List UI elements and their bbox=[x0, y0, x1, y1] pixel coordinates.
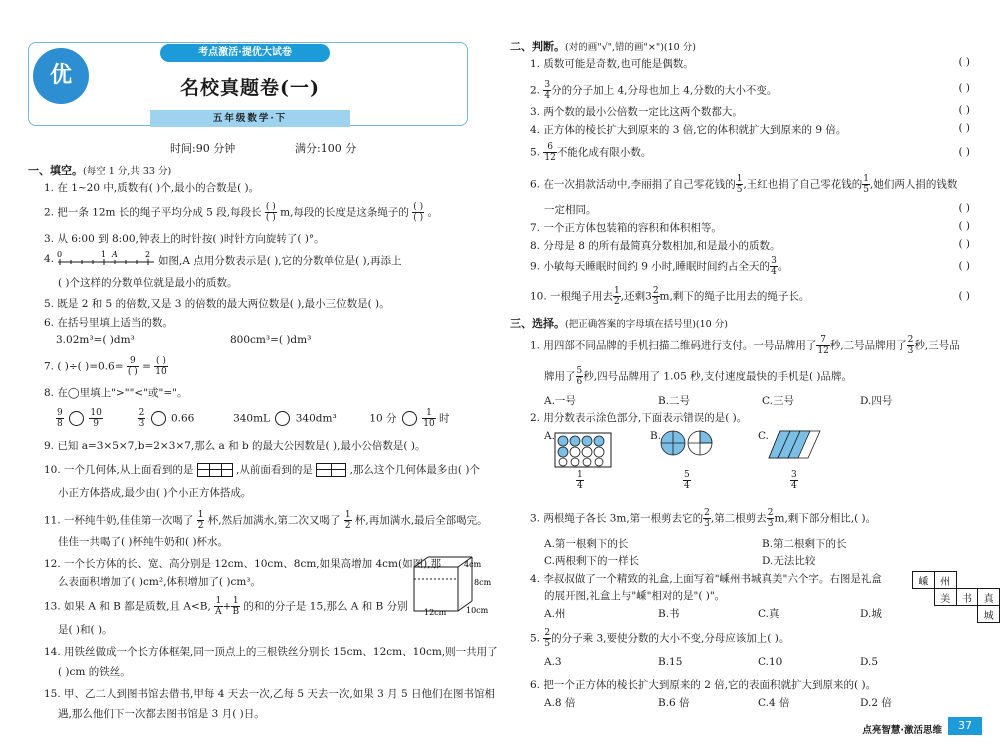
judge-1-answer[interactable]: ( ) bbox=[958, 56, 970, 68]
page-title: 名校真题卷(一) bbox=[180, 77, 320, 99]
q1-4-b: 如图,A 点用分数表示是( ),它的分数单位是( ),再添上 bbox=[158, 255, 402, 267]
q1-7-frac2: $\frac{( )}{10}$ bbox=[155, 356, 167, 377]
q1-14-b: ( )cm 的铁丝。 bbox=[58, 666, 131, 678]
choice-1-opt-b[interactable]: B.二号 bbox=[658, 395, 691, 407]
subject-bar: 五年级数学·下 bbox=[150, 110, 350, 127]
judge-8-answer[interactable]: ( ) bbox=[958, 238, 970, 250]
judge-6-answer[interactable]: ( ) bbox=[958, 202, 970, 214]
q1-7-a: 7. ( )÷( )=0.6= bbox=[44, 360, 124, 373]
judge-10: 10. 一根绳子用去 $\frac{1}{2}$ ,还剩3 $\frac{2}{3}$ m,剩下的绳子比用去的绳子长。 bbox=[530, 286, 810, 307]
q1-6b: 800cm³=( )dm³ bbox=[230, 334, 312, 346]
choice-4-opt-d[interactable]: D.城 bbox=[860, 608, 882, 620]
judge-7: 7. 一个正方体包装箱的容积和体积相等。 bbox=[530, 222, 722, 234]
section2-heading: 二、判断。(对的画"√",错的画"×")(10 分) bbox=[510, 40, 696, 53]
q1-2-b: m,每段的长度是这条绳子的 bbox=[280, 206, 409, 219]
top-view-icon bbox=[197, 463, 233, 477]
judge-8: 8. 分母是 8 的所有最简真分数相加,和是最小的质数。 bbox=[530, 240, 781, 252]
q1-8: 8. 在◯里填上">""<"或"="。 bbox=[44, 387, 188, 399]
series-ribbon: 考点激活·提优大试卷 bbox=[160, 44, 330, 62]
choice-3-opt-d[interactable]: D.无法比较 bbox=[762, 555, 816, 567]
svg-text:10cm: 10cm bbox=[466, 606, 489, 615]
q1-10-d: 小正方体搭成,最少由( )个小正方体搭成。 bbox=[58, 487, 252, 499]
cuboid-figure bbox=[410, 553, 492, 615]
section1-title: 一、填空。 bbox=[28, 164, 83, 177]
judge-4-answer[interactable]: ( ) bbox=[958, 122, 970, 134]
footer-brand: 点亮智慧·激活思维 bbox=[862, 725, 942, 736]
section1-heading bbox=[28, 162, 171, 178]
q1-2-frac2: $\frac{( )}{( )}$ bbox=[413, 202, 424, 223]
numline-1: 1 bbox=[101, 250, 107, 259]
badge: 优 bbox=[33, 48, 89, 104]
compare-circle[interactable] bbox=[69, 411, 84, 426]
judge-2-answer[interactable]: ( ) bbox=[958, 82, 970, 94]
choice-6-opt-a[interactable]: A.8 倍 bbox=[544, 697, 576, 709]
numline-0: 0 bbox=[57, 250, 63, 259]
choice-3-opt-a[interactable]: A.第一根剩下的长 bbox=[544, 538, 629, 550]
numline-2: 2 bbox=[145, 250, 151, 259]
choice-4-b: 的展开图,礼盒上与"嵊"相对的是"( )"。 bbox=[544, 590, 726, 602]
q1-2-frac1: $\frac{( )}{( )}$ bbox=[265, 202, 276, 223]
judge-5: 5. $\frac{6}{12}$ 不能化成有限小数。 bbox=[530, 142, 652, 163]
number-line bbox=[56, 248, 156, 270]
section1-note: (每空 1 分,共 33 分) bbox=[83, 166, 172, 177]
choice-6-opt-b[interactable]: B.6 倍 bbox=[658, 697, 690, 709]
choice-6-opt-c[interactable]: C.4 倍 bbox=[758, 697, 790, 709]
judge-9-answer[interactable]: ( ) bbox=[958, 260, 970, 272]
judge-9: 9. 小敏每天睡眠时间约 9 小时,睡眠时间约占全天的 $\frac{3}{4}$ 。 bbox=[530, 256, 789, 277]
exam-score: 满分:100 分 bbox=[295, 142, 357, 155]
q1-7-frac1: $\frac{9}{( )}$ bbox=[127, 356, 138, 377]
q1-13-c: 是( )和( )。 bbox=[58, 624, 113, 636]
choice-6-opt-d[interactable]: D.2 倍 bbox=[860, 697, 892, 709]
choice-1: 1. 用四部不同品牌的手机扫描二维码进行支付。一号品牌用了 $\frac{7}{12}$ 秒,二号品牌用了 $\frac{2}{3}$ 秒,三号品 bbox=[530, 335, 960, 356]
choice-2-frac-c: $\frac{3}{4}$ bbox=[791, 470, 797, 491]
q1-13: 13. 如果 A 和 B 都是质数,且 A<B, $\frac{1}{A}$ + $\frac{1}{B}$ 的和的分子是 15,那么 A 和 B 分别 bbox=[44, 596, 408, 617]
q1-6: 6. 在括号里填上适当的数。 bbox=[44, 317, 173, 329]
choice-4-opt-b[interactable]: B.书 bbox=[658, 608, 680, 620]
q1-4-num: 4. bbox=[44, 253, 55, 265]
svg-text:4cm: 4cm bbox=[464, 560, 482, 569]
judge-4: 4. 正方体的棱长扩大到原来的 3 倍,它的体积就扩大到原来的 9 倍。 bbox=[530, 124, 847, 136]
choice-2-frac-a: $\frac{1}{4}$ bbox=[577, 470, 583, 491]
choice-5: 5. $\frac{2}{5}$ 的分子乘 3,要使分数的大小不变,分母应该加上( )。 bbox=[530, 628, 790, 649]
choice-5-opt-a[interactable]: A.3 bbox=[544, 656, 562, 668]
svg-text:12cm: 12cm bbox=[424, 608, 447, 615]
judge-3: 3. 两个数的最小公倍数一定比这两个数都大。 bbox=[530, 106, 743, 118]
q1-15-b: 遇,那么他们下一次都去图书馆是 3 月( )日。 bbox=[58, 708, 265, 720]
choice-1-opt-a[interactable]: A.一号 bbox=[544, 395, 576, 407]
q1-5: 5. 既是 2 和 5 的倍数,又是 3 的倍数的最大两位数是( ),最小三位数是( )。 bbox=[44, 298, 390, 310]
q1-4-c: ( )个这样的分数单位就是最小的质数。 bbox=[58, 277, 238, 289]
choice-5-opt-b[interactable]: B.15 bbox=[658, 656, 683, 668]
choice-1-opt-c[interactable]: C.三号 bbox=[762, 395, 794, 407]
q1-6a: 3.02m³=( )dm³ bbox=[56, 334, 135, 346]
judge-7-answer[interactable]: ( ) bbox=[958, 220, 970, 232]
choice-2-opt-c[interactable]: C. bbox=[758, 430, 769, 442]
q1-3: 3. 从 6:00 到 8:00,钟表上的时针按( )时针方向旋转了( )°。 bbox=[44, 233, 325, 245]
judge-6-cont: 一定相同。 bbox=[544, 204, 597, 216]
right-page bbox=[500, 0, 1000, 755]
q1-7: 7. ( )÷( )=0.6= $\frac{9}{( )}$ = $\frac{( )}{10}$ bbox=[44, 356, 167, 377]
q1-4 bbox=[44, 253, 54, 265]
q1-11-d: 佳佳一共喝了( )杯纯牛奶和( )杯水。 bbox=[58, 536, 229, 548]
compare-circle[interactable] bbox=[151, 411, 166, 426]
section3-heading: 三、选择。(把正确答案的字母填在括号里)(10 分) bbox=[510, 317, 728, 330]
choice-1-cont: 牌用了 $\frac{5}{6}$ 秒,四号品牌用了 1.05 秒,支付速度最快的手机是( )品牌。 bbox=[544, 366, 852, 387]
front-view-icon bbox=[316, 463, 346, 477]
q1-12-b: 么表面积增加了( )cm²,体积增加了( )cm³。 bbox=[58, 576, 261, 588]
choice-2: 2. 用分数表示涂色部分,下面表示错误的是( )。 bbox=[530, 412, 748, 424]
q1-2 bbox=[44, 202, 438, 223]
cube-net: 嵊 州 美 书 真 城 bbox=[912, 571, 1000, 623]
judge-3-answer[interactable]: ( ) bbox=[958, 104, 970, 116]
compare-circle[interactable] bbox=[275, 411, 290, 426]
judge-2: 2. $\frac{3}{4}$ 分的分子加上 4,分母也加上 4,分数的大小不变。 bbox=[530, 80, 778, 101]
choice-4-opt-c[interactable]: C.真 bbox=[758, 608, 780, 620]
choice-3-opt-b[interactable]: B.第二根剩下的长 bbox=[762, 538, 847, 550]
choice-6: 6. 把一个正方体的棱长扩大到原来的 2 倍,它的表面积就扩大到原来的( )。 bbox=[530, 679, 877, 691]
q1-14-a: 14. 用铁丝做成一个长方体框架,同一顶点上的三根铁丝分别长 15cm、12cm、10cm,则一共用了 bbox=[44, 646, 498, 658]
choice-4-a: 4. 李叔叔做了一个精致的礼盒,上面写着"嵊州书城真美"六个字。右图是礼盒 bbox=[530, 573, 882, 585]
q1-2-a: 2. 把一条 12m 长的绳子平均分成 5 段,每段长 bbox=[44, 206, 262, 219]
numline-A: A bbox=[112, 250, 118, 259]
option-b-figure bbox=[660, 430, 716, 458]
choice-3-opt-c[interactable]: C.两根剩下的一样长 bbox=[544, 555, 639, 567]
q1-8-items: $\frac{9}{8}$ $\frac{10}{9}$ $\frac{2}{3}$ 0.66 340mL 340dm³ 10 分 $\frac{1}{10}$ 时 bbox=[57, 408, 450, 429]
option-a-figure bbox=[554, 432, 612, 468]
q1-12-a: 12. 一个长方体的长、宽、高分别是 12cm、10cm、8cm,如果高增加 4cm(如图),那 bbox=[44, 558, 442, 570]
judge-1: 1. 质数可能是奇数,也可能是偶数。 bbox=[530, 58, 694, 70]
option-c-figure bbox=[768, 430, 822, 460]
compare-circle[interactable] bbox=[402, 411, 417, 426]
page-number: 37 bbox=[948, 717, 982, 735]
q1-9: 9. 已知 a=3×5×7,b=2×3×7,那么 a 和 b 的最大公因数是( ),最小公倍数是( )。 bbox=[44, 440, 426, 452]
choice-5-opt-c[interactable]: C.10 bbox=[758, 656, 783, 668]
q1-2-c: 。 bbox=[427, 206, 438, 219]
q1-11: 11. 一杯纯牛奶,佳佳第一次喝了 $\frac{1}{2}$ 杯,然后加满水,第二次又喝了 $\frac{1}{2}$ 杯,再加满水,最后全部喝完。 bbox=[44, 510, 488, 531]
judge-10-answer[interactable]: ( ) bbox=[958, 290, 970, 302]
choice-4-opt-a[interactable]: A.州 bbox=[544, 608, 566, 620]
choice-2-opt-a[interactable]: A. bbox=[544, 430, 555, 442]
q1-10: 10. 一个几何体,从上面看到的是 ,从前面看到的是 ,那么这个几何体最多由( )个 bbox=[44, 464, 480, 476]
choice-2-frac-b: $\frac{5}{4}$ bbox=[684, 470, 690, 491]
q1-1: 1. 在 1~20 中,质数有( )个,最小的合数是( )。 bbox=[44, 182, 260, 194]
judge-5-answer[interactable]: ( ) bbox=[958, 146, 970, 158]
choice-5-opt-d[interactable]: D.5 bbox=[860, 656, 879, 668]
exam-time: 时间:90 分钟 bbox=[170, 142, 236, 155]
choice-1-opt-d[interactable]: D.四号 bbox=[860, 395, 893, 407]
judge-6: 6. 在一次捐款活动中,李丽捐了自己零花钱的 $\frac{1}{5}$ ,王红也捐了自己零花钱的 $\frac{1}{5}$ ,她们两人捐的钱数 bbox=[530, 174, 958, 195]
choice-3: 3. 两根绳子各长 3m,第一根剪去它的 $\frac{2}{3}$ ,第二根剪去 $\frac{2}{3}$ m,剩下部分相比,( )。 bbox=[530, 508, 877, 529]
svg-text:8cm: 8cm bbox=[474, 578, 492, 587]
choice-2-opt-b[interactable]: B. bbox=[650, 430, 662, 442]
q1-15-a: 15. 甲、乙二人到图书馆去借书,甲每 4 天去一次,乙每 5 天去一次,如果 3 月 5 日他们在图书馆相 bbox=[44, 688, 495, 700]
